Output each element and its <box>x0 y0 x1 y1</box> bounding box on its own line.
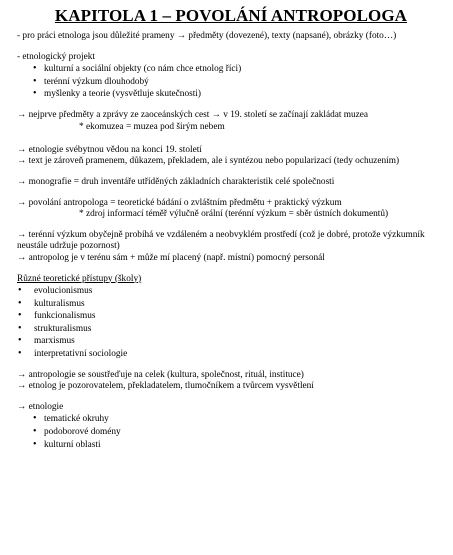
ethnology-list <box>17 413 445 451</box>
museum-line: → nejprve předměty a zprávy ze zaoceánských cest → v 19. století se začínají zakládat muzea <box>17 109 369 120</box>
monograph-line: → monografie = druh inventáře utříděných základních charakteristik celé společnosti <box>17 176 335 187</box>
profession-note: * zdroj informací téměř výlučně orální (terénní výzkum = sběr ústních dokumentů) <box>79 209 389 220</box>
ethnology-heading: → etnologie <box>17 401 64 412</box>
museum-note: * ekomuzea = muzea pod širým nebem <box>79 121 225 132</box>
approaches-list <box>17 285 445 361</box>
list-item: • terénní výzkum dlouhodobý <box>17 76 445 89</box>
project-list <box>17 63 445 101</box>
list-item: • kulturní oblasti <box>17 439 445 452</box>
discipline-line-1: → etnologie svébytnou vědou na konci 19. století <box>17 144 202 155</box>
list-item: • evolucionismus <box>17 285 445 298</box>
intro-text: - pro práci etnologa jsou důležité prameny → předměty (dovezené), texty (napsané), obrázky (foto…) <box>17 31 397 41</box>
focus-line-2: → etnolog je pozorovatelem, překladatelem, tlumočníkem a tvůrcem vysvětlení <box>17 381 314 392</box>
list-item: • podoborové domény <box>17 426 445 439</box>
focus-line-1: → antropologie se soustřeďuje na celek (kultura, společnost, rituál, instituce) <box>17 369 304 380</box>
list-item: • myšlenky a teorie (vysvětluje skutečnosti) <box>17 88 445 101</box>
list-item: • kulturní a sociální objekty (co nám chce etnolog říci) <box>17 63 445 76</box>
discipline-line-2: → text je zároveň pramenem, důkazem, překladem, ale i syntézou nebo popularizací (tedy ochuzením) <box>17 156 400 167</box>
list-item: • strukturalismus <box>17 323 445 336</box>
list-item: • funkcionalismus <box>17 310 445 323</box>
fieldwork-line-1: → terénní výzkum obyčejně probíhá ve vzdáleném a neobvyklém prostředí (což je dobré, protože výzkumník neustále udržuje pozornost) <box>17 229 425 252</box>
list-item: • interpretativní sociologie <box>17 348 445 361</box>
project-heading: - etnologický projekt <box>17 51 95 62</box>
page-title: KAPITOLA 1 – POVOLÁNÍ ANTROPOLOGA <box>54 6 408 25</box>
list-item: • tematické okruhy <box>17 413 445 426</box>
list-item: • marxismus <box>17 335 445 348</box>
list-item: • kulturalismus <box>17 298 445 311</box>
approaches-heading: Různé teoretické přístupy (školy) <box>17 273 142 284</box>
profession-line: → povolání antropologa = teoretické bádání o zvláštním předmětu + praktický výzkum <box>17 197 342 208</box>
fieldwork-line-2: → antropolog je v terénu sám + může mí placený (např. místní) pomocný personál <box>17 252 325 263</box>
